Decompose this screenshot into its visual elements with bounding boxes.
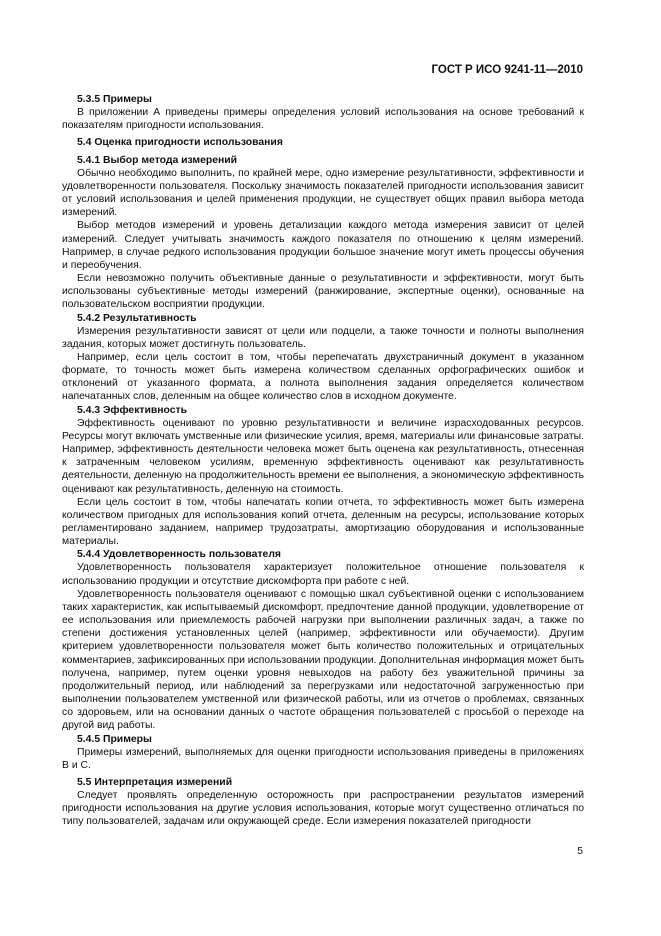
paragraph: Если невозможно получить объективные данные о результативности и эффективности, могут быть использованы субъективные методы измерений (ранжирование, экспертные оценки), основанные на пользовательском восприятии продукции.	[62, 273, 584, 311]
section-heading: 5.4.2 Результативность	[77, 312, 197, 324]
paragraph: В приложении А приведены примеры определения условий использования на основе требований к показателям пригодности использования.	[62, 107, 584, 132]
document-body	[62, 93, 584, 829]
section-heading: 5.4.3 Эффективность	[77, 404, 188, 416]
paragraph: Удовлетворенность пользователя оценивают с помощью шкал субъективной оценки с использованием таких характеристик, как испытываемый дискомфорт, предпочтение данной продукции, удовлетворение от ее использования или приемлемость рабочей нагрузки при выполнении различных задач, а также по степени достижения установленных целей (например, эффективности или обучаемости). Другим критерием удовлетворенности пользователя может быть количество положительных и отрицательных комментариев, зафиксированных при использовании продукции. Дополнительная информация может быть получена, например, путем оценки уровня невыходов на работу без уважительной причины за продолжительный период, или наблюдений за перегрузками или недостаточной загруженностью при выполнении пользователем умственной или физической работы, или из отчетов о проблемах, связанных со здоровьем, или на основании данных о частоте обращения пользователей с просьбой о переходе на другой вид работы.	[62, 588, 584, 732]
section-heading: 5.4.1 Выбор метода измерений	[77, 154, 238, 166]
section-heading: 5.3.5 Примеры	[77, 94, 152, 105]
paragraph: Измерения результативности зависят от цели или подцели, а также точности и полноты выполнения задания, которых может достигнуть пользователь.	[62, 325, 584, 350]
page-number: 5	[577, 846, 583, 857]
paragraph: Обычно необходимо выполнить, по крайней мере, одно измерение результативности, эффективности и удовлетворенности пользователя. Поскольку значимость показателей пригодности использования зависит от условий использования и целей применения продукции, не существует общих правил выбора метода измерений.	[62, 167, 584, 219]
section-heading: 5.4.5 Примеры	[77, 733, 152, 745]
document-header: ГОСТ Р ИСО 9241-11—2010	[431, 64, 583, 76]
paragraph: Например, если цель состоит в том, чтобы перепечатать двухстраничный документ в указанном формате, то точность может быть измерена количеством сделанных орфографических ошибок и отклонений от указанного формата, а полнота выполнения задания определяется количеством напечатанных слов, деленным на общее количество слов в исходном документе.	[62, 351, 584, 403]
section-heading: 5.5 Интерпретация измерений	[77, 776, 233, 788]
paragraph: Выбор методов измерений и уровень детализации каждого метода измерения зависит от целей измерений. Следует учитывать значимость каждого показателя по отношению к целям измерений. Например, в случае редкого использования продукции большое значение могут иметь процессы обучения и переобучения.	[62, 220, 584, 271]
paragraph: Эффективность оценивают по уровню результативности и величине израсходованных ресурсов. Ресурсы могут включать умственные или физические усилия, время, материалы или финансовые затраты. Например, эффективность деятельности человека может быть оценена как результативность, отнесенная к затраченным человеком усилиям, временную эффективность оценивают как результативность деятельности, деленную на продолжительность времени ее выполнения, а экономическую эффективность оценивают как результативность, деленную на стоимость.	[62, 417, 584, 495]
section-heading: 5.4 Оценка пригодности использования	[77, 137, 283, 149]
paragraph: Следует проявлять определенную осторожность при распространении результатов измерений пригодности использования на другие условия использования, которые могут существенно отличаться по типу пользователей, задачам или окружающей среде. Если измерения показателей пригодности	[62, 790, 584, 828]
paragraph: Примеры измерений, выполняемых для оценки пригодности использования приведены в приложениях В и С.	[62, 746, 584, 771]
paragraph: Если цель состоит в том, чтобы напечатать копии отчета, то эффективность может быть измерена количеством пригодных для использования копий отчета, деленным на ресурсы, использование которых регламентировано заданием, например трудозатраты, амортизацию оборудования и использованные материалы.	[62, 496, 584, 548]
paragraph: Удовлетворенность пользователя характеризует положительное отношение пользователя к использованию продукции и отсутствие дискомфорта при работе с ней.	[62, 562, 584, 587]
section-heading: 5.4.4 Удовлетворенность пользователя	[77, 549, 281, 561]
